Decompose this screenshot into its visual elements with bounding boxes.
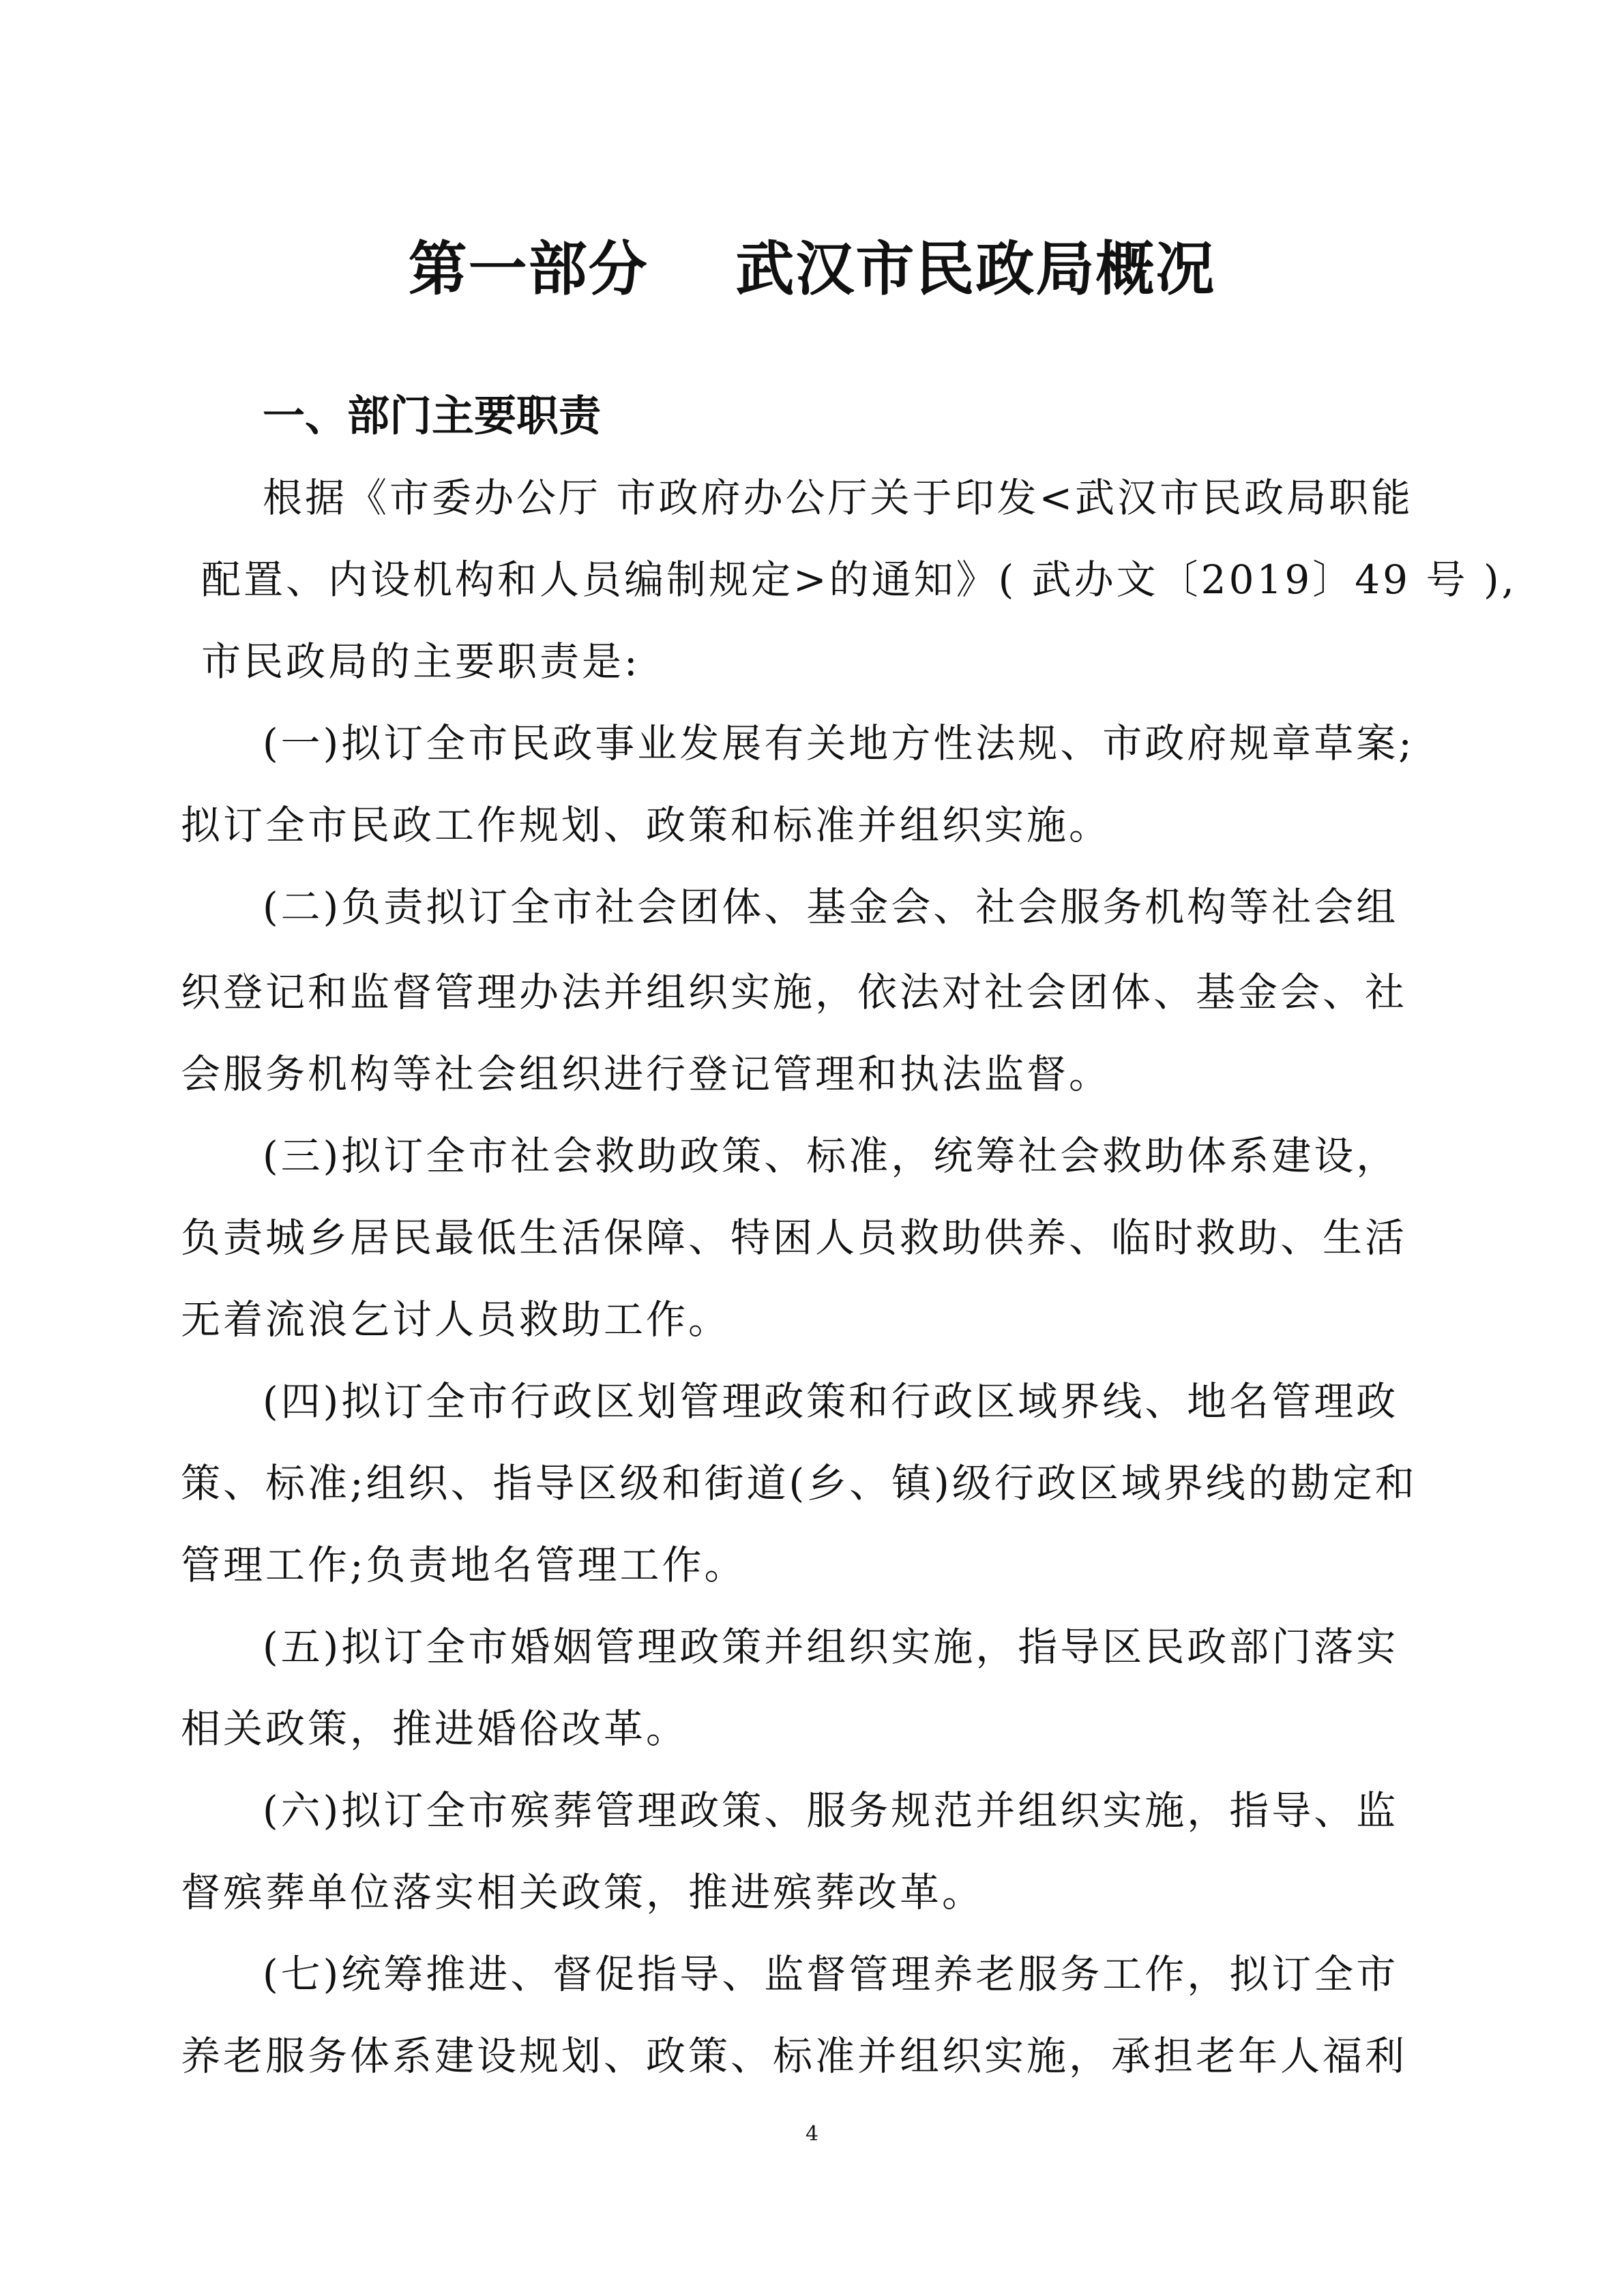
body-line: 市民政局的主要职责是: bbox=[201, 638, 640, 685]
body-line: (一)拟订全市民政事业发展有关地方性法规、市政府规章草案; bbox=[263, 720, 1415, 766]
body-line: 负责城乡居民最低生活保障、特困人员救助供养、临时救助、生活 bbox=[181, 1214, 1408, 1261]
body-line: 会服务机构等社会组织进行登记管理和执法监督。 bbox=[181, 1051, 1112, 1097]
body-line: 养老服务体系建设规划、政策、标准并组织实施，承担老年人福利 bbox=[181, 2033, 1408, 2079]
section-heading: 一、部门主要职责 bbox=[263, 391, 602, 441]
body-line: 管理工作;负责地名管理工作。 bbox=[181, 1542, 747, 1588]
body-line: (二)负责拟订全市社会团体、基金会、社会服务机构等社会组 bbox=[263, 884, 1399, 930]
body-line: 织登记和监督管理办法并组织实施，依法对社会团体、基金会、社 bbox=[181, 969, 1408, 1015]
body-line: (三)拟订全市社会救助政策、标准，统筹社会救助体系建设， bbox=[263, 1133, 1399, 1179]
body-line: 相关政策，推进婚俗改革。 bbox=[181, 1705, 689, 1752]
body-line: (五)拟订全市婚姻管理政策并组织实施，指导区民政部门落实 bbox=[263, 1624, 1399, 1670]
body-line: 拟订全市民政工作规划、政策和标准并组织实施。 bbox=[181, 802, 1112, 848]
body-line: 督殡葬单位落实相关政策，推进殡葬改革。 bbox=[181, 1869, 985, 1915]
body-line: 无着流浪乞讨人员救助工作。 bbox=[181, 1296, 731, 1343]
body-line: 策、标准;组织、指导区级和街道(乡、镇)级行政区域界线的勘定和 bbox=[181, 1460, 1417, 1506]
body-line: (四)拟订全市行政区划管理政策和行政区域界线、地名管理政 bbox=[263, 1378, 1399, 1425]
page-title: 第一部分 武汉市民政局概况 bbox=[408, 235, 1216, 303]
body-line: 配置、内设机构和人员编制规定>的通知》( 武办文〔2019〕49 号 ), bbox=[201, 556, 1518, 603]
body-line: (七)统筹推进、督促指导、监督管理养老服务工作，拟订全市 bbox=[263, 1951, 1399, 1997]
body-line: (六)拟订全市殡葬管理政策、服务规范并组织实施，指导、监 bbox=[263, 1787, 1399, 1834]
body-line: 根据《市委办公厅 市政府办公厅关于印发<武汉市民政局职能 bbox=[263, 475, 1414, 521]
page-number: 4 bbox=[805, 2122, 819, 2146]
